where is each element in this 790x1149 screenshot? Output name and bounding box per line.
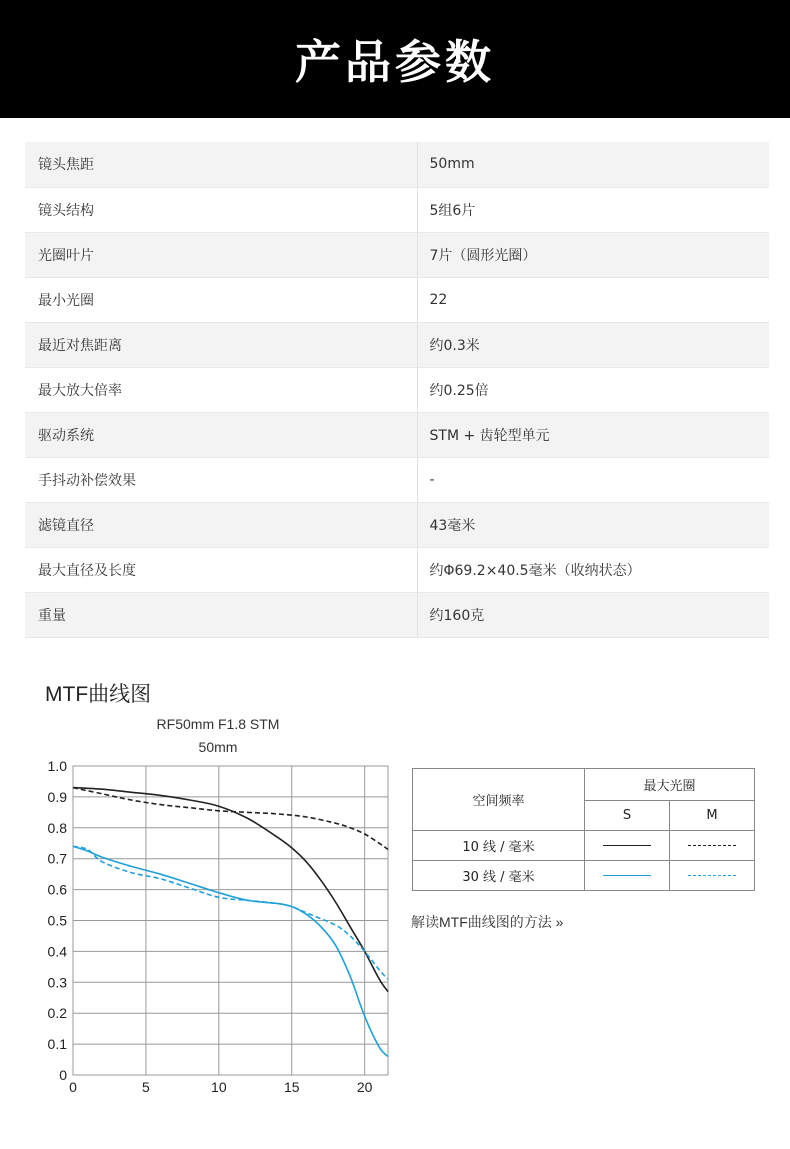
spec-label: 驱动系统	[25, 412, 417, 457]
mtf-legend	[412, 768, 755, 891]
y-tick-label: 0.2	[47, 1005, 67, 1022]
spec-table	[25, 142, 769, 638]
spec-value: -	[417, 457, 769, 502]
spec-row	[25, 547, 769, 592]
spec-label: 最大直径及长度	[25, 547, 417, 592]
spec-row	[25, 412, 769, 457]
spec-table-body	[25, 142, 769, 637]
x-tick-label: 5	[142, 1079, 150, 1095]
black-solid-line-sample	[603, 845, 651, 846]
page-header	[0, 0, 790, 118]
spec-label: 重量	[25, 592, 417, 637]
chart-title-lens-text: RF50mm F1.8 STM	[156, 716, 280, 732]
y-tick-label: 0.3	[47, 974, 67, 991]
y-tick-label: 1.0	[47, 758, 67, 774]
legend-row-10lp-label: 10 线 / 毫米	[413, 831, 585, 861]
spec-row	[25, 232, 769, 277]
spec-value: 7片（圆形光圈）	[417, 232, 769, 277]
chart-title-focal-text: 50mm	[198, 739, 238, 755]
spec-value: 22	[417, 277, 769, 322]
spec-row	[25, 592, 769, 637]
black-dashed-line-sample	[688, 845, 736, 846]
mtf-chart	[30, 756, 400, 1101]
y-tick-label: 0.8	[47, 819, 67, 836]
spec-label: 光圈叶片	[25, 232, 417, 277]
legend-10lp-m-sample	[670, 831, 755, 861]
spec-value: 5组6片	[417, 187, 769, 232]
mtf-howto-link[interactable]: 解读MTF曲线图的方法 »	[411, 914, 564, 930]
y-tick-label: 0.4	[47, 943, 67, 960]
spec-row	[25, 142, 769, 187]
spec-label: 镜头焦距	[25, 142, 417, 187]
spec-label: 手抖动补偿效果	[25, 457, 417, 502]
y-tick-label: 0.6	[47, 881, 67, 898]
spec-value: 约0.3米	[417, 322, 769, 367]
x-tick-label: 10	[211, 1079, 227, 1095]
spec-value: 50mm	[417, 142, 769, 187]
spec-value: STM + 齿轮型单元	[417, 412, 769, 457]
y-tick-label: 0.5	[47, 912, 67, 929]
spec-value: 43毫米	[417, 502, 769, 547]
legend-row-30lp-label: 30 线 / 毫米	[413, 861, 585, 891]
spec-row	[25, 457, 769, 502]
y-tick-label: 0.9	[47, 788, 67, 805]
legend-aperture-header: 最大光圈	[585, 769, 755, 801]
legend-30lp-m-sample	[670, 861, 755, 891]
blue-dashed-line-sample	[688, 875, 736, 876]
spec-label: 最小光圈	[25, 277, 417, 322]
series-30lp-meridional	[73, 846, 388, 979]
spec-row	[25, 322, 769, 367]
y-tick-label: 0.7	[47, 850, 67, 867]
mtf-section-title: MTF曲线图	[45, 683, 152, 706]
legend-30lp-s-sample	[585, 861, 670, 891]
x-tick-label: 20	[356, 1079, 373, 1095]
x-tick-label: 15	[283, 1079, 300, 1095]
spec-value: 约160克	[417, 592, 769, 637]
blue-solid-line-sample	[603, 875, 651, 876]
y-tick-label: 0	[59, 1067, 67, 1083]
x-tick-label: 0	[69, 1079, 77, 1095]
spec-value: 约0.25倍	[417, 367, 769, 412]
spec-label: 最近对焦距离	[25, 322, 417, 367]
spec-row	[25, 502, 769, 547]
page-title: 产品参数	[295, 35, 495, 89]
chart-grid	[73, 766, 388, 1075]
spec-row	[25, 277, 769, 322]
spec-label: 滤镜直径	[25, 502, 417, 547]
spec-label: 最大放大倍率	[25, 367, 417, 412]
legend-m-label: M	[670, 801, 755, 831]
spec-label: 镜头结构	[25, 187, 417, 232]
spec-row	[25, 367, 769, 412]
spec-row	[25, 187, 769, 232]
legend-freq-header: 空间频率	[413, 769, 585, 831]
y-tick-label: 0.1	[47, 1036, 67, 1053]
legend-10lp-s-sample	[585, 831, 670, 861]
spec-value: 约Φ69.2×40.5毫米（收纳状态）	[417, 547, 769, 592]
legend-s-label: S	[585, 801, 670, 831]
